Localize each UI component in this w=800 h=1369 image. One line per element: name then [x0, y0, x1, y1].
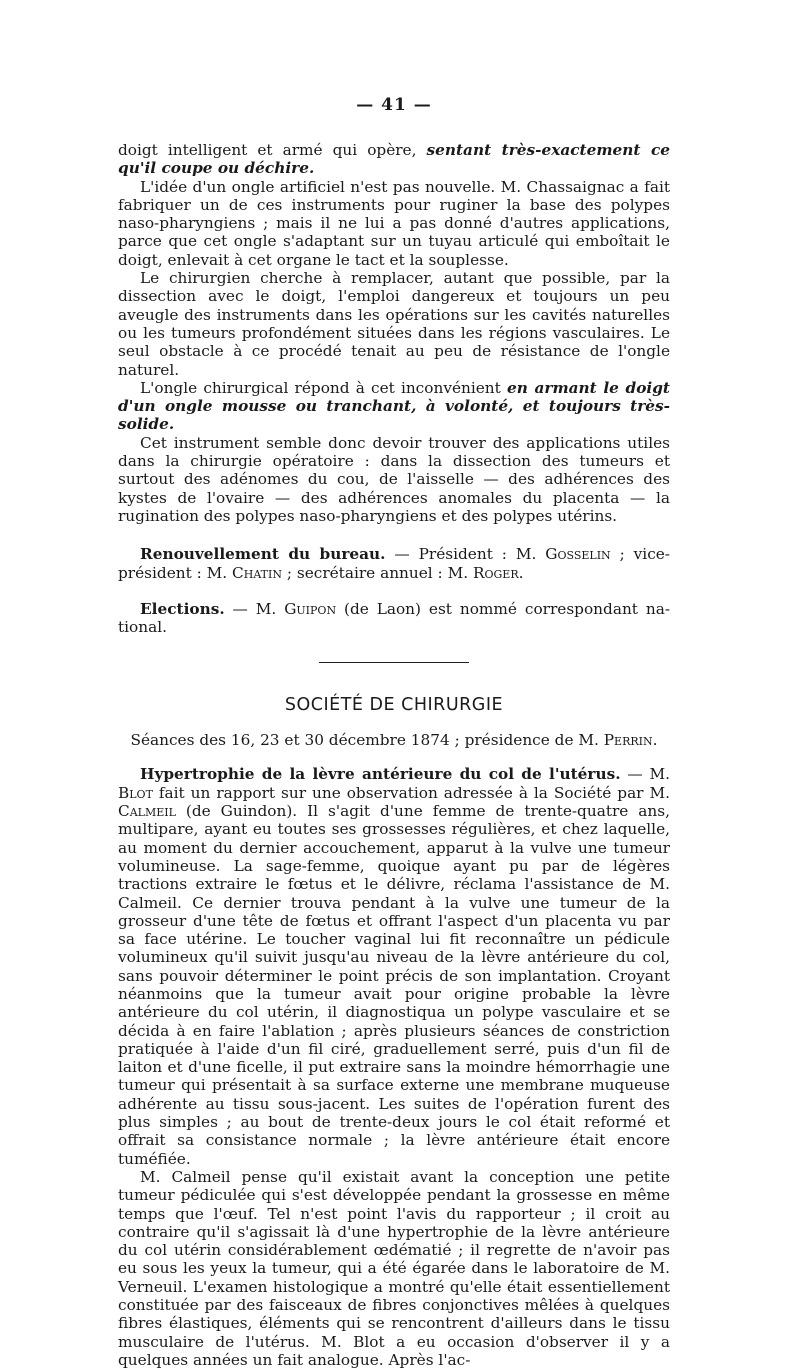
paragraph-ongle: L'idée d'un ongle artificiel n'est pas nouvelle. M. Chassaignac a fait fabriquer un de ces instruments pour ruginer la base des polypes naso-pharyngiens ; mais il ne lui a pas donné d'autres applications, parce que cet ongle s'adaptant sur un tuyau articulé qui emboîtait le doigt, enlevait à cet organe le tact et la souplesse.	[118, 177, 670, 269]
intro-text: doigt intelligent et armé qui opère,	[118, 141, 427, 159]
secretary-name: Roger	[472, 563, 519, 582]
remedy-italic: en armant le doigt d'un ongle mousse ou tranchant, à volonté, et toujours très-solide.	[118, 378, 670, 434]
elections-heading: Elections.	[140, 599, 225, 618]
renouvellement-mid2: ; secrétaire annuel : M.	[281, 563, 473, 582]
paragraph-elections	[118, 600, 670, 637]
president-name: Gosselin	[545, 545, 611, 564]
paragraph-chirurgien: Le chirurgien cherche à remplacer, autant que possible, par la dissection avec le doigt, l'emploi dangereux et toujours un peu aveugle des instruments dans les opérations sur les cavités naturelles ou les tumeurs profondément situées dans les régions vasculaires. Le seul obstacle à ce procédé tenait au peu de résistance de l'ongle naturel.	[118, 269, 670, 379]
hypertrophie-heading: Hypertrophie de la lèvre antérieure du col de l'utérus.	[140, 765, 621, 784]
paragraph-applications: Cet instrument semble donc devoir trouver des applications utiles dans la chirurgie opératoire : dans la dissection des tumeurs et surtout des adénomes du cou, de l'aisselle — des adhérences des kystes de l'ovaire — des adhérences anomales du placenta — la rugination des polypes naso-pharyngiens et des polypes utérins.	[118, 433, 670, 525]
hypertrophie-dash: — M.	[620, 765, 670, 784]
elections-name: Guipon	[284, 599, 337, 618]
paragraph-renouvellement	[118, 545, 670, 582]
page-number: — 41 —	[356, 95, 432, 115]
sessions-line	[118, 731, 670, 749]
renouvellement-heading: Renouvellement du bureau.	[140, 545, 386, 564]
paragraph-remedy	[118, 379, 670, 434]
sessions-end: .	[652, 731, 658, 750]
elections-rest: (de Laon) est nommé correspondant national.	[118, 599, 670, 637]
hypertrophie-author: Blot	[118, 783, 153, 802]
section-divider	[319, 662, 469, 663]
paragraph-hypertrophie	[118, 765, 670, 1168]
renouvellement-dash: — Président : M.	[385, 545, 546, 564]
society-title: SOCIÉTÉ DE CHIRURGIE	[284, 695, 504, 716]
intro-italic: sentant très-exactement ce qu'il coupe ou déchire.	[118, 141, 670, 178]
intro-paragraph	[118, 141, 670, 178]
sessions-text: Séances des 16, 23 et 30 décembre 1874 ; présidence de M.	[130, 731, 604, 750]
paragraph-calmeil: M. Calmeil pense qu'il existait avant la conception une petite tumeur pédiculée qui s'est développée pendant la grossesse en même temps que l'œuf. Tel n'est point l'avis du rapporteur ; il croit au contraire qu'il s'agissait là d'une hypertrophie de la lèvre antérieure du col utérin considérablement œdématié ; il regrette de n'avoir pas eu sous les yeux la tumeur, qui a été égarée dans le laboratoire de M. Verneuil. L'examen histologique a montré qu'elle était essentiellement constituée par des faisceaux de fibres conjonctives mêlées à quelques fibres élastiques, éléments qui se rencontrent d'ailleurs dans le tissu musculaire de l'utérus. M. Blot a eu occasion d'observer il y a quelques années un fait analogue. Après l'ac-	[118, 1167, 670, 1369]
hypertrophie-text-1: fait un rapport sur une observation adressée à la Société par M.	[152, 783, 670, 802]
hypertrophie-text-2: (de Guindon). Il s'agit d'une femme de trente-quatre ans, multipare, ayant eu toutes ses grossesses régulières, et chez laquelle, au moment du dernier accouchement, apparut à la vulve une tumeur volumineuse. La sage-femme, quoique ayant pu par de légères tractions extraire le fœtus et le délivre, réclama l'assistance de M. Calmeil. Ce dernier trouva pendant à la vulve une tumeur de la grosseur d'une tête de fœtus et offrant l'aspect d'un placenta vu par sa face utérine. Le toucher vaginal lui fit reconnaître un pédicule volumineux qu'il suivit jusqu'au niveau de la lèvre antérieure du col, sans pouvoir déterminer le point précis de son implantation. Croyant néanmoins que la tumeur avait pour origine probable la lèvre antérieure du col utérin, il diagnostiqua un polype vasculaire et se décida à en faire l'ablation ; après plusieurs séances de constriction pratiquée à l'aide d'un fil ciré, graduellement serré, puis d'un fil de laiton et d'une ficelle, il put extraire sans la moindre hémorrhagie une tumeur qui présentait à sa surface externe une membrane muqueuse adhérente au tissu sous-jacent. Les suites de l'opération furent des plus simples ; au bout de trente-deux jours le col était reformé et offrait sa consistance normale ; la lèvre antérieure était encore tuméfiée.	[118, 802, 670, 1168]
sessions-president: Perrin	[603, 731, 653, 750]
vice-president-name: Chatin	[232, 563, 282, 582]
renouvellement-mid: ; vice-président : M.	[118, 545, 670, 582]
hypertrophie-correspondent: Calmeil	[118, 802, 176, 821]
renouvellement-end: .	[518, 563, 524, 582]
elections-dash: — M.	[224, 599, 285, 618]
remedy-text: L'ongle chirurgical répond à cet inconvénient	[140, 378, 507, 397]
